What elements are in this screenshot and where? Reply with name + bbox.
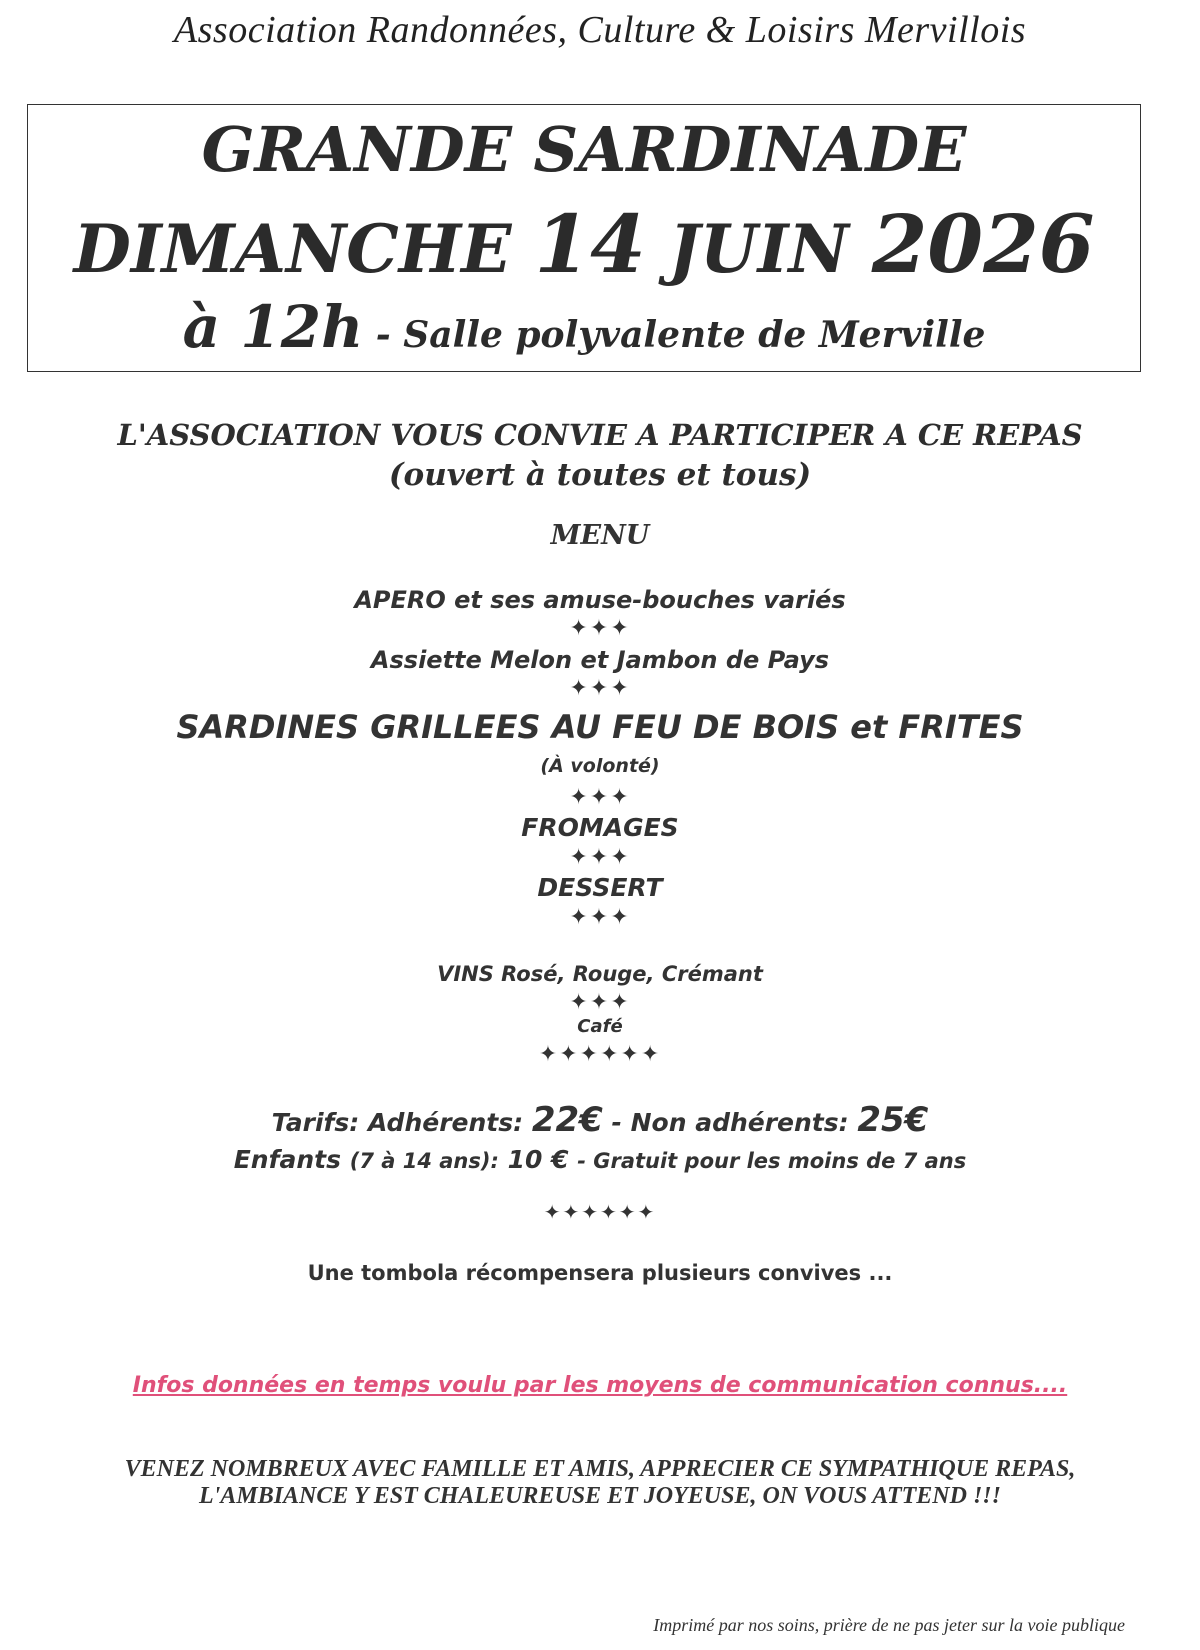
closing-line-1: VENEZ NOMBREUX AVEC FAMILLE ET AMIS, APPRECIER CE SYMPATHIQUE REPAS, <box>124 1456 1076 1482</box>
enfants-ages: (7 à 14 ans): <box>349 1149 499 1173</box>
tarifs-enfants-line <box>0 1145 1200 1174</box>
event-date-number: 14 <box>534 197 646 291</box>
tarifs-non-label: - Non adhérents: <box>611 1108 849 1137</box>
infos-note: Infos données en temps voulu par les moyens de communication connus.... <box>132 1373 1068 1398</box>
tarif-non-adherents: 25€ <box>857 1100 929 1140</box>
gratuit-moins-7: - Gratuit pour les moins de 7 ans <box>577 1149 967 1173</box>
menu-separator: ✦✦✦ <box>569 990 631 1015</box>
event-title: GRANDE SARDINADE <box>201 113 967 186</box>
invite-line: L'ASSOCIATION VOUS CONVIE A PARTICIPER A CE REPAS <box>117 418 1083 452</box>
menu-separator: ✦✦✦ <box>569 785 631 810</box>
tarifs-label: Tarifs: Adhérents: <box>271 1108 524 1137</box>
menu-item-main: SARDINES GRILLEES AU FEU DE BOIS et FRITES <box>176 708 1024 746</box>
event-day: DIMANCHE <box>73 210 512 288</box>
event-date <box>28 197 1140 291</box>
tombola-note: Une tombola récompensera plusieurs convives ... <box>307 1261 893 1285</box>
tarifs-line <box>0 1100 1200 1140</box>
footer-note: Imprimé par nos soins, prière de ne pas jeter sur la voie publique <box>653 1615 1125 1635</box>
title-box <box>27 104 1141 372</box>
menu-separator: ✦✦✦ <box>569 676 631 701</box>
closing-line-2: L'AMBIANCE Y EST CHALEUREUSE ET JOYEUSE, ON VOUS ATTEND !!! <box>199 1483 1001 1509</box>
enfants-label: Enfants <box>233 1145 341 1174</box>
menu-title: MENU <box>550 520 650 551</box>
association-name: Association Randonnées, Culture & Loisirs Mervillois <box>173 9 1027 51</box>
menu-item-entree: Assiette Melon et Jambon de Pays <box>370 646 830 674</box>
tarif-enfants: 10 € <box>507 1145 569 1174</box>
menu-item-fromages: FROMAGES <box>521 813 679 842</box>
tarif-adherents: 22€ <box>531 1100 603 1140</box>
event-time: à 12h <box>182 293 364 361</box>
event-month: JUIN <box>668 210 849 288</box>
menu-separator-long: ✦✦✦✦✦✦ <box>538 1042 662 1067</box>
menu-item-dessert: DESSERT <box>537 873 663 902</box>
event-venue: - Salle polyvalente de Merville <box>375 314 986 356</box>
event-time-venue <box>28 293 1140 361</box>
menu-separator: ✦✦✦ <box>569 845 631 870</box>
menu-item-a-volonte: (À volonté) <box>540 755 660 777</box>
menu-separator: ✦✦✦ <box>569 905 631 930</box>
menu-item-apero: APERO et ses amuse-bouches variés <box>354 586 846 614</box>
tarifs-separator: ✦✦✦✦✦✦ <box>543 1200 657 1224</box>
event-year: 2026 <box>871 197 1095 291</box>
menu-item-vins: VINS Rosé, Rouge, Crémant <box>437 962 763 986</box>
menu-item-cafe: Café <box>577 1016 623 1037</box>
menu-separator: ✦✦✦ <box>569 616 631 641</box>
invite-open-to-all: (ouvert à toutes et tous) <box>388 457 812 493</box>
